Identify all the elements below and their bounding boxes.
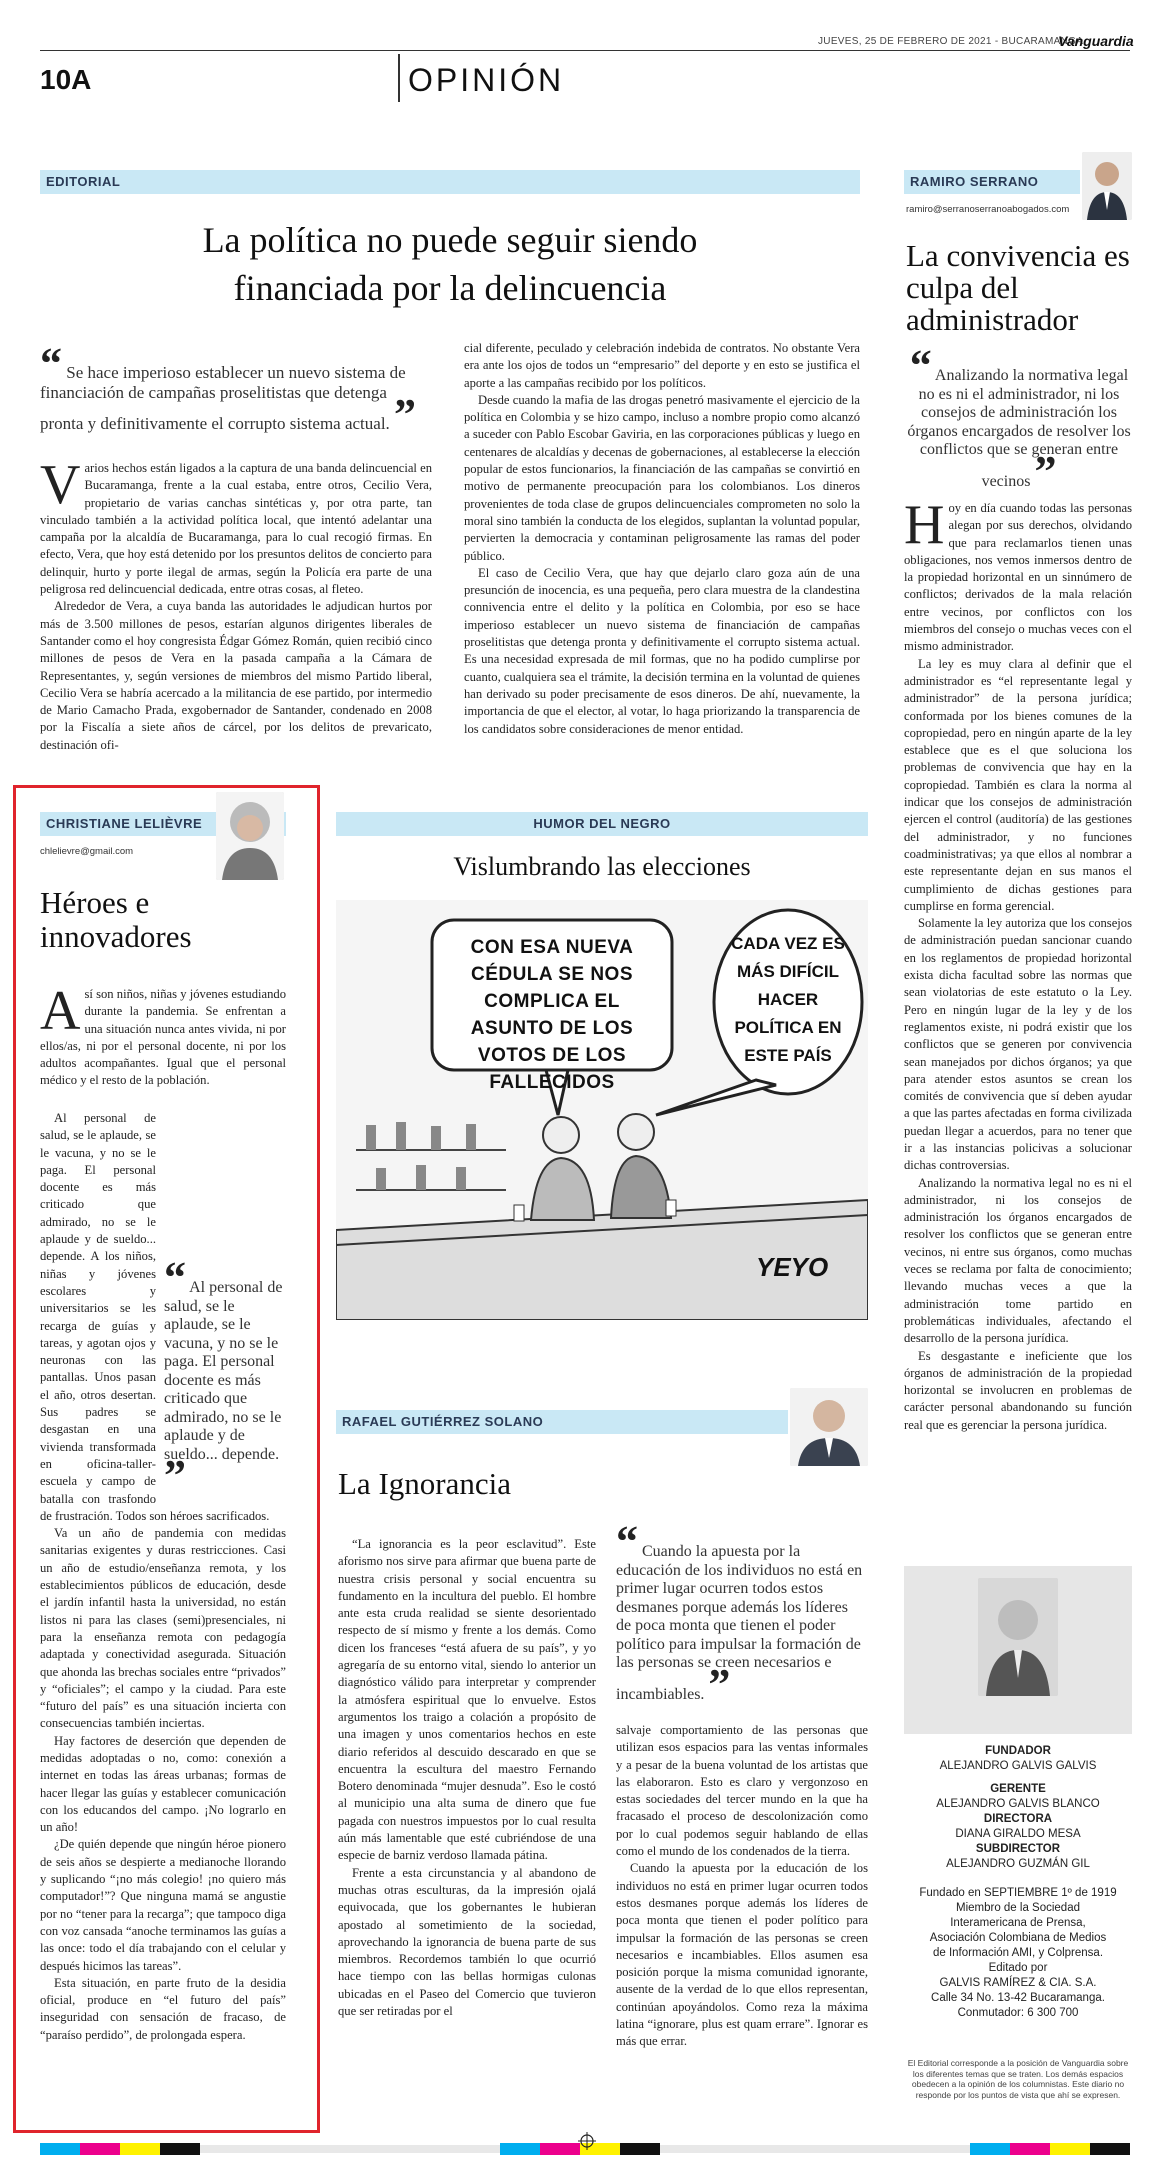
masthead-info-line: Miembro de la Sociedad [955, 1902, 1080, 1914]
paragraph: Solamente la ley autoriza que los consejos de administración puedan sancionar cuando en los reglamentos de propiedad horizontal exista dicha facultad sobre las normas que sean violatorias de este estatuto o la Ley. Pero en ningún lugar de la ley y de los reglamentos existe, ni podrá existir que los conflictos que se generen por convivencia sean manejados por dichos órganos; ya que para atender estos asuntos se crean los comités de convivencia que sí deben ayudar a que las partes afectadas en forma civilizada puedan llegar a acuerdos, para no tener que ir a las instancias policivas a solucionar dichas controversias. [904, 916, 1132, 1173]
serrano-pullquote-text: Analizando la normativa legal no es ni el administrador, ni los consejos de administración los órganos encargados de resolver los conflictos que se generan entre vecinos [907, 367, 1131, 490]
masthead-info-line: Interamericana de Prensa, [950, 1917, 1086, 1929]
paragraph: Es desgastante e ineficiente que los órganos de administración de la propiedad horizontal se involucren en problemas de carácter personal abandonando su función real que es gerenciar la persona jurídica. [904, 1348, 1132, 1432]
registration-mark-icon [578, 2132, 596, 2154]
editorial-pullquote-text: Se hace imperioso establecer un nuevo sistema de financiación de campañas proselitistas que detenga pronta y definitivamente el corrupto sistema actual. [40, 363, 406, 433]
solano-title: La Ignorancia [338, 1466, 511, 1501]
masthead-info-line: Conmutador: 6 300 700 [957, 2007, 1079, 2019]
quote-close-icon: ” [1034, 446, 1057, 496]
paragraph: ¿De quién depende que ningún héroe pionero de seis años se despierte a medianoche llorando y suplicando “¡no más colegio! ¡no quiero más computador!”? Que ninguna mamá se angustie por no “tener para la recarga”; que tampoco diga con voz cansada “anoche terminamos las guías a las once: todo el día trabajando con el celular y después hicimos las tareas”. [40, 1837, 286, 1973]
subdirector-name: ALEJANDRO GUZMÁN GIL [946, 1858, 1090, 1870]
paragraph: “La ignorancia es la peor esclavitud”. Este aforismo nos sirve para afirmar que buena parte de nuestra crisis personal y social encuentra su fundamento en la incultura del pueblo. El hombre ante esta cruda realidad se siente desorientado respecto de sí mismo y frente a los demás. Como dicen los franceses “está afuera de su país”, y yo agregaría de su entorno vital, siendo lo anterior un diagnóstico válido para interpretar y comprender la atmósfera espiritual que lo envuelve. Estos argumentos los traigo a colación a propósito de una imagen y unos comentarios hechos en este diario referidos al descuido descarado en que se encuentra la escultura del maestro Fernando Botero denominada “mujer desnuda”. Eso le costó al municipio una alta suma de dinero que fue pagada con nuestros impuestos por lo cual resulta aún más lamentable que esté cubriéndose de una especie de barniz verdoso llamada pátina. [338, 1537, 596, 1863]
cartoon-signature: YEYO [756, 1252, 829, 1282]
section-title: OPINIÓN [408, 62, 565, 98]
masthead-info-line: Fundado en SEPTIEMBRE 1º de 1919 [919, 1887, 1117, 1899]
founder-portrait [978, 1578, 1058, 1696]
gerente-label: GERENTE [990, 1783, 1046, 1795]
paragraph: Al personal de salud, se le aplaude, se le vacuna, y no se le paga. El personal docente es más criticado que admirado, no se le aplaude y de sueldo... depende. A los niños, niñas y jóvenes escolares y universitarios se les recarga de guías y tareas, y agotan ojos y neuronas con las pantallas. Unos pasan el año, otros desertan. Sus padres se desgastan en una vivienda transformada en oficina-taller-escuela y campo de batalla con trasfondo de frustración. Todos son héroes sacrificados. [40, 1111, 270, 1523]
solano-column-1 [338, 1536, 596, 2020]
masthead-info-line: GALVIS RAMÍREZ & CIA. S.A. [939, 1977, 1097, 1989]
dropcap: H [904, 494, 945, 556]
paragraph: La ley es muy clara al definir que el administrador es “el representante legal y administrador” de la persona jurídica; conformada por los bienes comunes de la copropiedad, pero en ningún aparte de la ley establece que es el que soluciona los problemas de convivencia que hay en la copropiedad. También es clara la norma al indicar que los consejos de administración ejercen el control (auditoría) de las gestiones del administrador, y no funciones coadministrativas; ya que ellos al nombrar a este representante dejan en sus manos el cumplimiento de dichas gestiones para cumplirse en forma gerencial. [904, 656, 1132, 913]
solano-label: RAFAEL GUTIÉRREZ SOLANO [342, 1414, 544, 1429]
leliever-avatar [216, 792, 284, 880]
serrano-avatar [1082, 152, 1132, 220]
serrano-title: La convivencia es culpa del administrador [906, 238, 1130, 337]
paragraph: Esta situación, en parte fruto de la desidia oficial, produce en “el futuro del país” inseguridad con sensación de fracaso, de “paraíso perdido”, de prolongada espera. [40, 1975, 286, 2042]
paragraph: cial diferente, peculado y celebración indebida de contratos. No obstante Vera era ante los ojos de todos un “empresario” del deporte y en esto se justifica el aporte a las campañas recibido por los políticos. [464, 341, 860, 390]
editorial-label-bar [40, 170, 860, 194]
paragraph: El caso de Cecilio Vera, que hay que dejarlo claro goza aún de una presunción de inocencia, es una pequeña, pero clara muestra de la clandestina connivencia entre el delito y la política en Colombia, por eso se hace imperioso establecer un nuevo sistema de financiación de campañas proselitistas que detenga pronta y definitivamente el corrupto sistema actual. Es una necesidad expresada de mil formas, que no ha podido cumplirse por cuanto, cualquiera sea el trámite, la decisión termina en la voluntad de quienes han derivado su poder precisamente de esos dineros. De ahí, nuevamente, la importancia de que el elector, al votar, lo haga priorizando la transparencia de los candidatos sobre consideraciones de menor entidad. [464, 565, 860, 736]
leliever-pullquote-text: Al personal de salud, se le aplaude, se le vacuna, y no se le paga. El personal docente es más criticado que admirado, no se le aplaude y de sueldo... depende. [164, 1279, 283, 1463]
editorial-title-line2: financiada por la delincuencia [233, 268, 667, 308]
quote-close-icon: ” [708, 1659, 731, 1709]
humor-label: HUMOR DEL NEGRO [533, 816, 671, 831]
serrano-pullquote [906, 341, 1132, 496]
leliever-body-narrow [40, 1110, 286, 2044]
cartoon [336, 900, 868, 1320]
paragraph: Cuando la apuesta por la educación de los individuos no está en primer lugar ocurren todos estos desmanes porque además los líderes de poca monta que tienen el poder político para impulsar la formación de las personas se creen necesarios e incambiables. Ellos asumen esa posición porque la misma comunidad ignorante, ausente de la verdad de lo que ellos representan, continúan apoyándolos. Como reza la máxima latina “ignorare, plus est quam errare”. Ignorar es más que errar. [616, 1861, 868, 2049]
humor-label-bar [336, 812, 868, 836]
quote-close-icon: ” [164, 1451, 186, 1500]
quote-open-icon: “ [909, 341, 932, 390]
header-rule [40, 50, 1130, 51]
solano-label-bar [336, 1410, 788, 1434]
cartoon-bubble-right: CADA VEZ ES MÁS DIFÍCIL HACER POLÍTICA EN ESTE PAÍS [731, 934, 845, 1065]
paragraph: Hay factores de deserción que dependen de medidas adoptadas o no, como: conexión a internet en todas las áreas urbanas; formas de hacer llegar las guías y establecer comunicación con los educandos del campo. ¡No lograrlo en un año! [40, 1733, 286, 1835]
directora-name: DIANA GIRALDO MESA [955, 1828, 1081, 1840]
paragraph: salvaje comportamiento de las personas que utilizan esos espacios para las ventas informales y a pesar de la buena voluntad de los artistas que las elaboraron. Esto es claro y vergonzoso en estas sociedades del tercer mundo en la que ha fracasado el proceso de descolonización como por lo cual podemos seguir hablando de ellas como el mundo de los condenados de la tierra. [616, 1723, 868, 1859]
solano-pullquote-text: Cuando la apuesta por la educación de los individuos no está en primer lugar ocurren todos estos desmanes porque además los líderes de poca monta que tienen el poder político para impulsar la formación de las personas se creen necesarios e incambiables. [616, 1543, 863, 1703]
leliever-body-top [40, 980, 286, 1090]
paragraph: arios hechos están ligados a la captura de una banda delincuencial en Bucaramanga, frente a la cual estaba, entre otros, Cecilio Vera, propietario de varias canchas sintéticas y, por otra parte, tan vinculado también a la actividad política local, que intentó adelantar una campaña por la alcaldía de Bucaramanga, para lo cual recogió firmas. En efecto, Vera, que hoy está detenido por los presuntos delitos de concierto para delinquir, hurto y porte ilegal de armas, según la Policía era parte de una peligrosa red delincuencial dedicada, entre otras cosas, al fleteo. [40, 461, 432, 597]
header-divider [398, 54, 400, 102]
paragraph: Analizando la normativa legal no es ni el administrador, ni los consejos de administración los órganos encargados de resolver los conflictos que se generan entre vecinos, ni entre sus órganos, como muchas veces se reclama por falta de conocimiento; llevando muchas veces a que la administración tome partido en problemáticas individuales, afectando el desarrollo de la persona jurídica. [904, 1175, 1132, 1346]
editorial-label: EDITORIAL [46, 174, 121, 189]
subdirector-label: SUBDIRECTOR [975, 1843, 1061, 1855]
serrano-label: RAMIRO SERRANO [910, 174, 1039, 189]
paragraph: Alrededor de Vera, a cuya banda las autoridades le adjudican hurtos por más de 3.500 millones de pesos, estarían algunos dirigentes liberales de Santander como el hoy congresista Édgar Gómez Román, quien recibió cinco millones de pesos de Vera en la pasada campaña a la Cámara de Representantes, y, según versiones de miembros del mismo Partido liberal, Cecilio Vera se habría acercado a la militancia de ese partido, por intermedio de Mario Camacho Prada, exgobernador de Santander, condenado en 2008 por la Fiscalía a siete años de cárcel, por los delitos de prevaricato, destinación ofi- [40, 599, 432, 752]
dateline: JUEVES, 25 DE FEBRERO DE 2021 - BUCARAMANGA [818, 36, 1084, 47]
masthead-info-line: de Información AMI, y Colprensa. [932, 1947, 1104, 1959]
leliever-title: Héroes e innovadores [40, 885, 192, 954]
masthead-info [904, 1886, 1132, 2021]
disclaimer: El Editorial corresponde a la posición de Vanguardia sobre los diferentes temas que se traten. Los demás espacios obedecen a la opinión de los columnistas. Este diario no responde por los puntos de vista que ahí se expresen. [907, 2058, 1129, 2100]
fundador-label: FUNDADOR [985, 1745, 1051, 1757]
cartoon-bubble-left: CON ESA NUEVA CÉDULA SE NOS COMPLICA EL ASUNTO DE LOS VOTOS DE LOS FALLECIDOS [470, 937, 634, 1093]
editorial-column-2 [464, 340, 860, 738]
paragraph: Va un año de pandemia con medidas sanitarias exigentes y duras restricciones. Casi un año de estudio/enseñanza remota, y los establecimientos públicos de educación, desde el jardín infantil hasta la universidad, no están listos ni para las clases (semi)presenciales, ni para la enseñanza remota con pedagogía adaptada y conectividad asegurada. Situación que ahonda las brechas sociales entre “privados” y “oficiales”; el campo y la ciudad. Para este “futuro del país” es una situación incierta con consecuencias también inciertas. [40, 1526, 286, 1731]
serrano-email[interactable]: ramiro@serranoserranoabogados.com [906, 204, 1070, 215]
solano-avatar [790, 1388, 868, 1466]
masthead-info-line: Calle 34 No. 13-42 Bucaramanga. [931, 1992, 1105, 2004]
editorial-pullquote [40, 339, 432, 439]
serrano-body [904, 494, 1132, 1434]
quote-open-icon: “ [40, 339, 62, 388]
dropcap: A [40, 980, 81, 1042]
editorial-column-1 [40, 454, 432, 754]
brand-logo: Vanguardia [1058, 33, 1134, 49]
quote-open-icon: “ [616, 1517, 638, 1566]
masthead-info-line: Editado por [988, 1962, 1048, 1974]
editorial-title [40, 216, 860, 312]
paragraph: oy en día cuando todas las personas alegan por sus derechos, olvidando que para reclamarlos tienen unas obligaciones, nos vemos inmersos dentro de la propiedad horizontal en un sinnúmero de conflictos; derivados de la mala relación entre vecinos, por conflictos con los miembros del consejo o muchas veces con el mismo administrador. [904, 501, 1132, 654]
solano-pullquote [616, 1517, 866, 1709]
leliever-pullquote [164, 1253, 286, 1500]
editorial-title-line1: La política no puede seguir siendo [202, 220, 698, 260]
masthead [904, 1744, 1132, 2021]
quote-open-icon: “ [164, 1253, 186, 1302]
masthead-info-line: Asociación Colombiana de Medios [929, 1932, 1107, 1944]
quote-close-icon: ” [394, 390, 417, 439]
fundador-name: ALEJANDRO GALVIS GALVIS [939, 1760, 1097, 1772]
serrano-label-bar [904, 170, 1080, 194]
paragraph: sí son niños, niñas y jóvenes estudiando durante la pandemia. Se enfrentan a una situación nunca antes vivida, ni por ellos/as, ni por el personal docente, ni por los adultos acompañantes. Igual que el personal médico y el resto de la población. [40, 987, 286, 1088]
dropcap: V [40, 454, 81, 516]
solano-column-2 [616, 1722, 868, 2051]
leliever-email[interactable]: chlelievre@gmail.com [40, 846, 134, 857]
paragraph: Frente a esta circunstancia y al abandono de muchas otras esculturas, da la impresión ojalá equivocada, que los gobernantes le hubieran apostado al sometimiento de la sociedad, aprovechando la ignorancia de buena parte de sus miembros. Recordemos también lo que ocurrió hace tiempo con las bellas hormigas culonas ubicadas en el Paseo del Comercio que tuvieron que ser retiradas por el [338, 1865, 596, 2019]
page-number: 10A [40, 64, 92, 95]
gerente-name: ALEJANDRO GALVIS BLANCO [936, 1798, 1100, 1810]
leliever-label: CHRISTIANE LELIÈVRE [46, 816, 203, 831]
directora-label: DIRECTORA [983, 1813, 1053, 1825]
paragraph: Desde cuando la mafia de las drogas penetró masivamente el ejercicio de la política en Colombia y se hizo campo, incluso a nombre propio como alcanzó a suceder con Pablo Escobar Gaviria, en las corporaciones públicas y luego en centenares de alcaldías y decenas de gobernaciones, al establecerse la elección popular de estos funcionarios, la financiación de las campañas se convirtió en motivo de permanente preocupación para los colombianos. Los dineros provenientes de toda clase de grupos delincuenciales comprometen no solo la moral sino también la conducta de los elegidos, suplantan la voluntad popular, pervierten la democracia y contaminan peligrosamente las ramas del poder público. [464, 392, 860, 563]
humor-title: Vislumbrando las elecciones [453, 852, 751, 881]
